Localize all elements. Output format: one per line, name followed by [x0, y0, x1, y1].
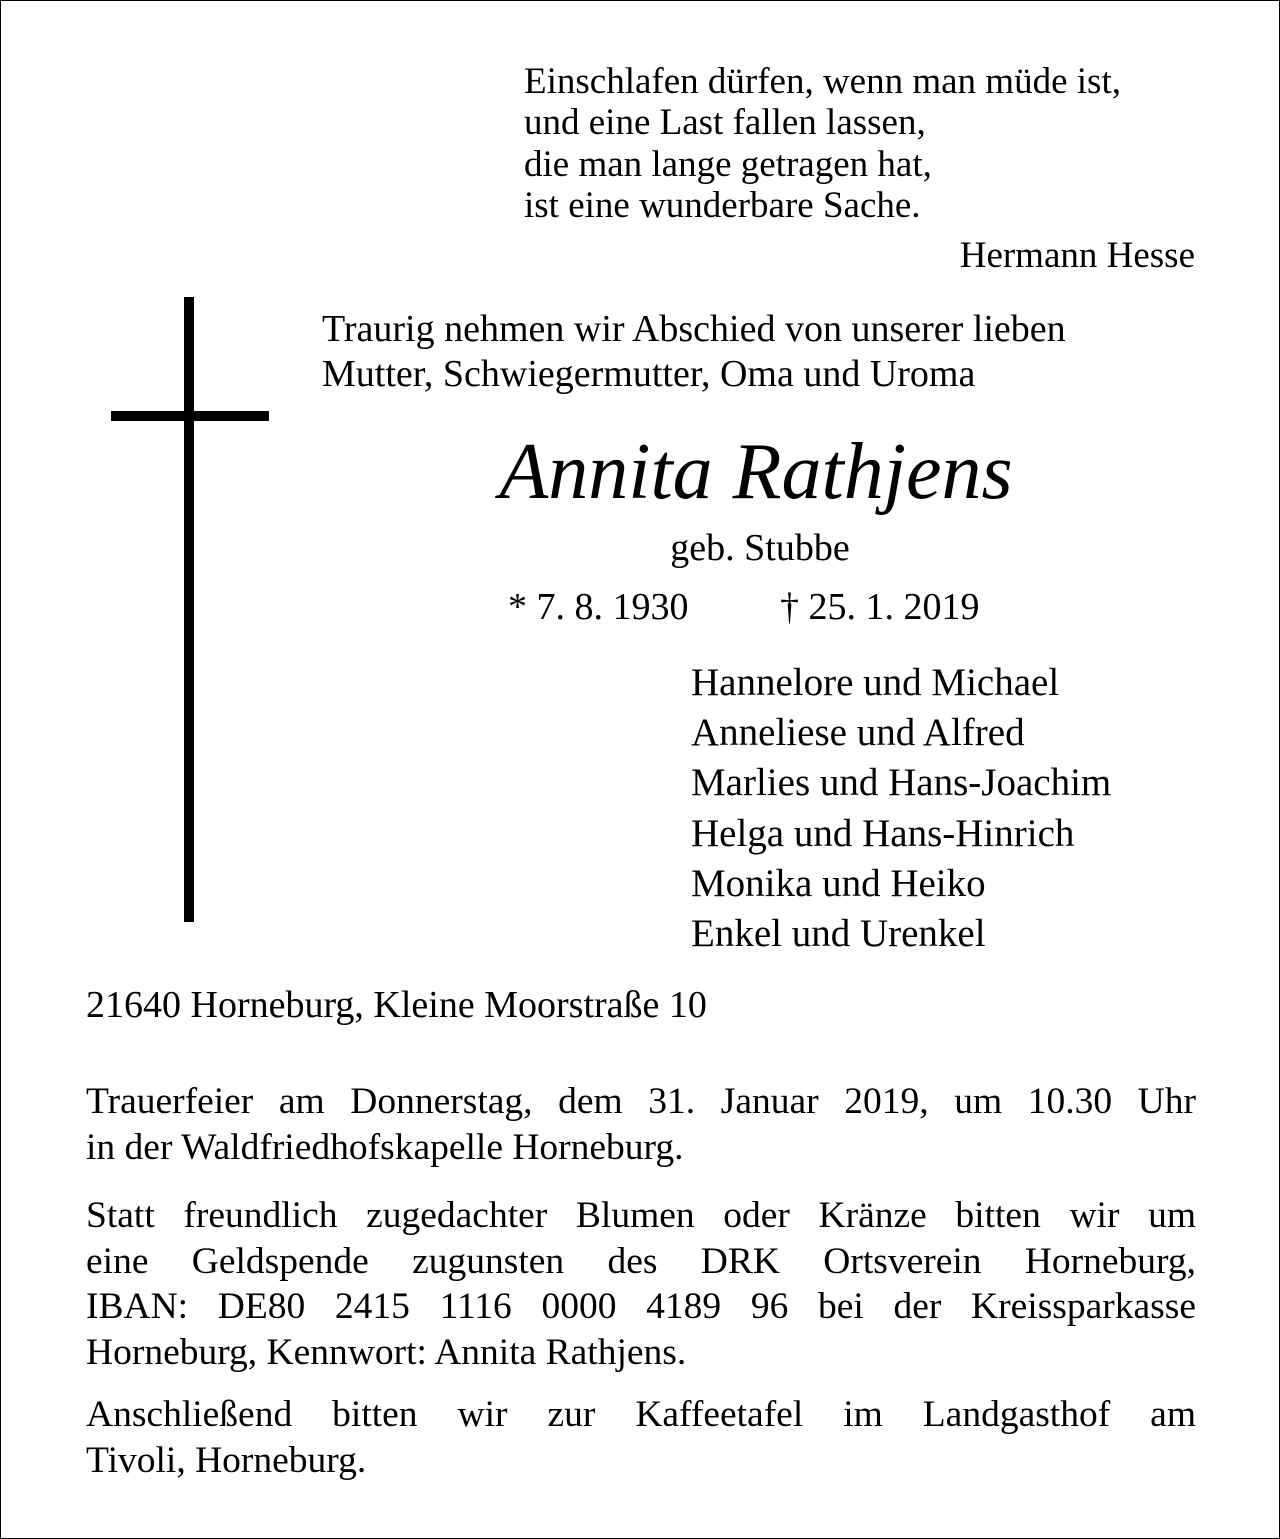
death-date: † 25. 1. 2019: [780, 586, 980, 628]
service-info: [86, 1079, 1196, 1170]
poem: [524, 61, 1121, 226]
donation-info: [86, 1193, 1196, 1375]
intro-line: Traurig nehmen wir Abschied von unserer lieben: [322, 308, 1066, 350]
mourner-item: Helga und Hans-Hinrich: [691, 811, 1075, 855]
donation-line: eine Geldspende zugunsten des DRK Ortsverein Horneburg,: [86, 1240, 1196, 1282]
cross-icon-vertical: [184, 297, 194, 922]
poem-line: die man lange getragen hat,: [524, 143, 932, 185]
poem-author: Hermann Hesse: [959, 235, 1195, 276]
donation-line: Horneburg, Kennwort: Annita Rathjens.: [86, 1331, 687, 1373]
service-line: in der Waldfriedhofskapelle Horneburg.: [86, 1126, 684, 1168]
cross-icon-horizontal: [111, 411, 269, 421]
intro-text: [322, 307, 1066, 397]
deceased-name: Annita Rathjens: [499, 428, 1013, 516]
donation-line: IBAN: DE80 2415 1116 0000 4189 96 bei der Kreissparkasse: [86, 1286, 1196, 1327]
mourner-item: Enkel und Urenkel: [691, 912, 986, 956]
donation-line: Statt freundlich zugedachter Blumen oder Kränze bitten wir um: [86, 1195, 1196, 1236]
mourner-item: Marlies und Hans-Joachim: [691, 761, 1112, 805]
mourners-list: [691, 658, 1111, 959]
maiden-name: geb. Stubbe: [670, 527, 850, 569]
birth-date: * 7. 8. 1930: [508, 586, 689, 628]
poem-line: Einschlafen dürfen, wenn man müde ist,: [524, 61, 1121, 102]
address: 21640 Horneburg, Kleine Moorstraße 10: [86, 984, 707, 1026]
mourner-item: Monika und Heiko: [691, 861, 986, 905]
coffee-line: Tivoli, Horneburg.: [86, 1439, 367, 1481]
coffee-line: Anschließend bitten wir zur Kaffeetafel im Landgasthof am: [86, 1394, 1196, 1435]
mourner-item: Anneliese und Alfred: [691, 711, 1025, 755]
service-line: Trauerfeier am Donnerstag, dem 31. Januar 2019, um 10.30 Uhr: [86, 1081, 1196, 1122]
mourner-item: Hannelore und Michael: [691, 661, 1060, 704]
coffee-info: [86, 1392, 1196, 1483]
poem-line: ist eine wunderbare Sache.: [524, 184, 921, 226]
intro-line: Mutter, Schwiegermutter, Oma und Uroma: [322, 353, 976, 395]
poem-line: und eine Last fallen lassen,: [524, 102, 926, 144]
